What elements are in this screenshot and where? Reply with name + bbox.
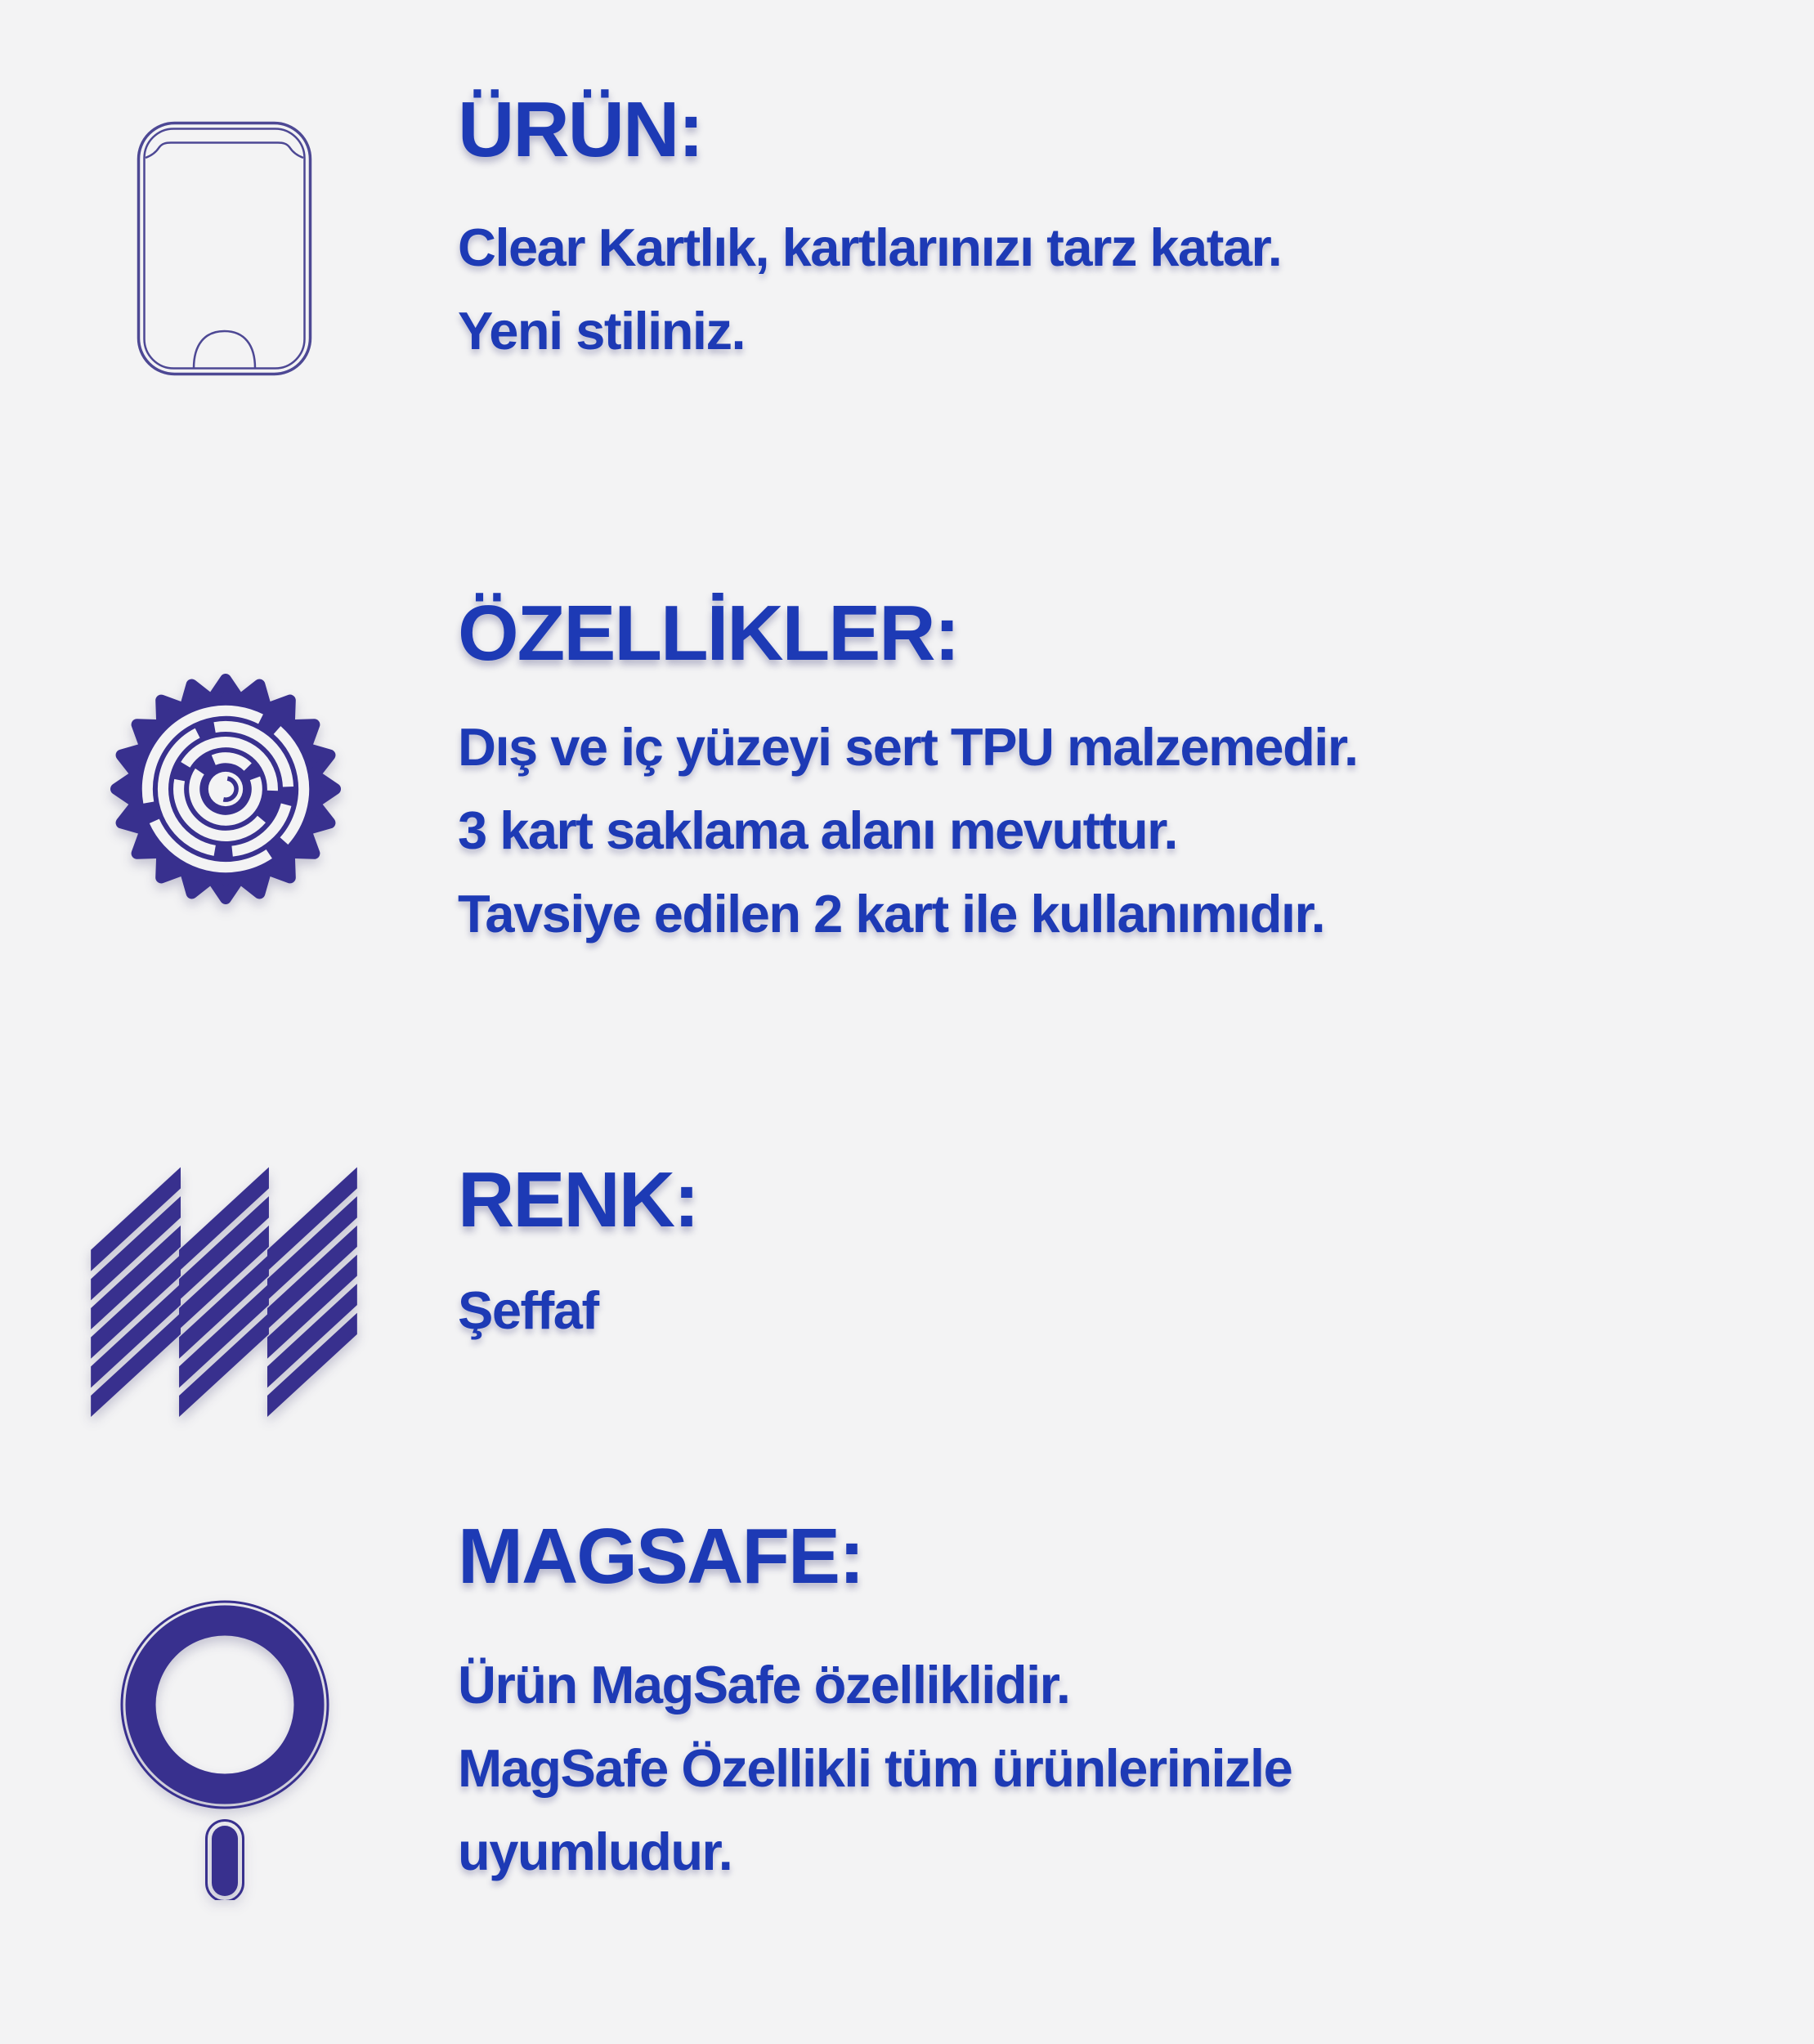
section-body-magsafe <box>458 1643 1292 1894</box>
section-body-ozellikler <box>458 706 1358 956</box>
body-line: Dış ve iç yüzeyi sert TPU malzemedir. <box>458 717 1358 777</box>
body-line: 3 kart saklama alanı mevuttur. <box>458 800 1177 860</box>
body-line: Ürün MagSafe özelliklidir. <box>458 1655 1070 1715</box>
magsafe-ring-icon <box>119 1599 331 1900</box>
body-line: Yeni stiliniz. <box>458 301 746 361</box>
section-body-renk <box>458 1269 598 1352</box>
card-holder-icon <box>137 121 312 376</box>
section-heading-renk: RENK: <box>458 1156 698 1244</box>
body-line: Tavsiye edilen 2 kart ile kullanımıdır. <box>458 884 1325 944</box>
body-line: Şeffaf <box>458 1280 598 1340</box>
section-heading-ozellikler: ÖZELLİKLER: <box>458 589 959 677</box>
section-body-urun <box>458 206 1281 373</box>
section-heading-urun: ÜRÜN: <box>458 86 703 173</box>
diagonal-stripes-icon <box>86 1157 362 1417</box>
gear-maze-icon <box>110 674 341 904</box>
body-line: uyumludur. <box>458 1822 732 1881</box>
body-line: Clear Kartlık, kartlarınızı tarz katar. <box>458 217 1282 277</box>
section-heading-magsafe: MAGSAFE: <box>458 1513 863 1600</box>
body-line: MagSafe Özellikli tüm ürünlerinizle <box>458 1738 1292 1798</box>
